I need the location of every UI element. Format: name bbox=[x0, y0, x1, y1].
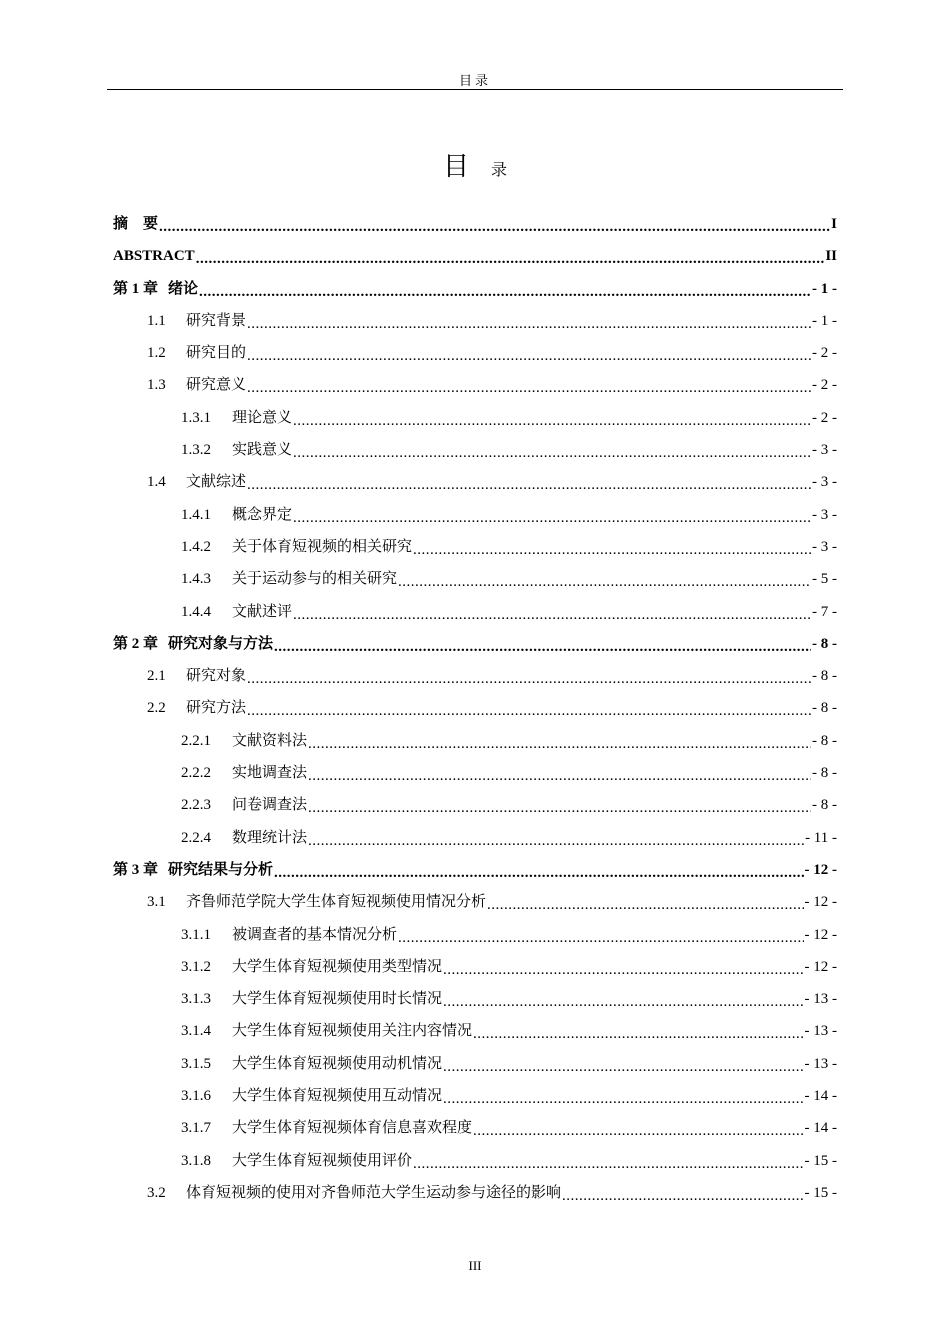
toc-entry-number: 2.2.2 bbox=[181, 765, 211, 782]
toc-entry[interactable] bbox=[113, 531, 837, 563]
toc-entry-number: 3.1.8 bbox=[181, 1152, 211, 1169]
toc-entry-page: II bbox=[825, 248, 837, 265]
toc-entry-number: 1.4 bbox=[147, 474, 166, 491]
toc-dot-leader bbox=[308, 760, 811, 780]
toc-dot-leader bbox=[159, 211, 830, 231]
toc-entry-title: 文献资料法 bbox=[232, 732, 308, 749]
toc-entry-page: - 13 - bbox=[804, 1055, 837, 1072]
toc-entry-number: 第 2 章 bbox=[113, 635, 159, 652]
toc-dot-leader bbox=[247, 469, 811, 489]
toc-entry-title: 大学生体育短视频使用互动情况 bbox=[232, 1088, 443, 1105]
toc-entry-number: 1.1 bbox=[147, 312, 166, 329]
toc-entry-title: 关于运动参与的相关研究 bbox=[232, 571, 398, 588]
toc-entry-page: - 11 - bbox=[805, 829, 837, 846]
toc-entry-title: 绪论 bbox=[168, 280, 199, 297]
toc-entry-title: 大学生体育短视频使用关注内容情况 bbox=[232, 1023, 473, 1040]
toc-entry-number: 2.1 bbox=[147, 668, 166, 685]
page-title-main: 目 bbox=[442, 152, 469, 182]
toc-entry-page: - 8 - bbox=[812, 700, 837, 717]
toc-entry-title: 理论意义 bbox=[232, 409, 293, 426]
toc-entry-number: 1.4.2 bbox=[181, 538, 211, 555]
toc-entry-number: 1.3.1 bbox=[181, 409, 211, 426]
page-title bbox=[0, 146, 950, 183]
toc-entry[interactable] bbox=[113, 596, 837, 628]
toc-entry-page: - 14 - bbox=[804, 1120, 837, 1137]
toc-entry-page: - 8 - bbox=[812, 765, 837, 782]
toc-entry[interactable] bbox=[113, 822, 837, 854]
toc-entry[interactable] bbox=[113, 660, 837, 692]
toc-entry-title: 关于体育短视频的相关研究 bbox=[232, 538, 413, 555]
toc-entry-page: - 8 - bbox=[812, 635, 837, 652]
toc-entry[interactable] bbox=[113, 692, 837, 724]
toc-entry[interactable] bbox=[113, 1145, 837, 1177]
toc-entry[interactable] bbox=[113, 628, 837, 660]
toc-entry-title: 大学生体育短视频使用类型情况 bbox=[232, 958, 443, 975]
toc-dot-leader bbox=[293, 502, 811, 522]
toc-entry-title: 摘 要 bbox=[113, 216, 159, 232]
toc-entry-title: 研究结果与分析 bbox=[168, 861, 274, 878]
toc-dot-leader bbox=[308, 825, 804, 845]
toc-entry[interactable] bbox=[113, 983, 837, 1015]
toc-dot-leader bbox=[274, 631, 811, 651]
toc-entry-title: 研究背景 bbox=[186, 312, 247, 329]
toc-dot-leader bbox=[199, 276, 811, 296]
toc-entry-page: - 13 - bbox=[804, 991, 837, 1008]
toc-dot-leader bbox=[293, 599, 811, 619]
toc-entry[interactable] bbox=[113, 273, 837, 305]
toc-dot-leader bbox=[274, 857, 803, 877]
toc-entry-number: 第 1 章 bbox=[113, 280, 159, 297]
toc-entry[interactable] bbox=[113, 240, 837, 272]
toc-entry-number: 1.2 bbox=[147, 345, 166, 362]
toc-entry-title: 大学生体育短视频使用时长情况 bbox=[232, 991, 443, 1008]
toc-entry-page: I bbox=[831, 216, 837, 232]
toc-entry[interactable] bbox=[113, 466, 837, 498]
toc-entry-number: 第 3 章 bbox=[113, 861, 159, 878]
toc-dot-leader bbox=[487, 889, 803, 909]
toc-entry-page: - 7 - bbox=[812, 603, 837, 620]
toc-entry[interactable] bbox=[113, 563, 837, 595]
toc-entry-page: - 12 - bbox=[804, 958, 837, 975]
toc-entry[interactable] bbox=[113, 951, 837, 983]
toc-entry-number: 2.2 bbox=[147, 700, 166, 717]
toc-entry[interactable] bbox=[113, 1112, 837, 1144]
toc-entry-title: 研究对象与方法 bbox=[168, 635, 274, 652]
toc-entry-number: 3.1.5 bbox=[181, 1055, 211, 1072]
toc-entry-page: - 3 - bbox=[812, 538, 837, 555]
toc-dot-leader bbox=[443, 1083, 803, 1103]
toc-entry-number: 3.1.3 bbox=[181, 991, 211, 1008]
toc-entry[interactable] bbox=[113, 434, 837, 466]
toc-entry-title: ABSTRACT bbox=[113, 248, 195, 265]
toc-dot-leader bbox=[308, 792, 811, 812]
toc-entry[interactable] bbox=[113, 1080, 837, 1112]
toc-dot-leader bbox=[473, 1018, 803, 1038]
toc-entry[interactable] bbox=[113, 337, 837, 369]
toc-entry-page: - 8 - bbox=[812, 797, 837, 814]
toc-entry-title: 文献综述 bbox=[186, 474, 247, 491]
toc-dot-leader bbox=[443, 954, 803, 974]
toc-dot-leader bbox=[413, 534, 811, 554]
toc-entry-page: - 3 - bbox=[812, 506, 837, 523]
toc-entry[interactable] bbox=[113, 1177, 837, 1209]
toc-entry-title: 问卷调查法 bbox=[232, 797, 308, 814]
toc-entry-title: 体育短视频的使用对齐鲁师范大学生运动参与途径的影响 bbox=[186, 1184, 562, 1201]
toc-entry[interactable] bbox=[113, 402, 837, 434]
toc-entry-title: 大学生体育短视频使用评价 bbox=[232, 1152, 413, 1169]
toc-entry-number: 1.3.2 bbox=[181, 442, 211, 459]
table-of-contents bbox=[113, 208, 837, 1209]
toc-entry-page: - 14 - bbox=[804, 1088, 837, 1105]
toc-entry[interactable] bbox=[113, 1048, 837, 1080]
toc-entry-page: - 1 - bbox=[812, 312, 837, 329]
toc-entry-page: - 12 - bbox=[804, 926, 837, 943]
toc-entry-number: 3.1.2 bbox=[181, 958, 211, 975]
toc-entry-number: 3.2 bbox=[147, 1184, 166, 1201]
toc-entry-title: 大学生体育短视频使用动机情况 bbox=[232, 1055, 443, 1072]
toc-entry-number: 1.4.1 bbox=[181, 506, 211, 523]
toc-entry-number: 2.2.4 bbox=[181, 829, 211, 846]
toc-entry[interactable] bbox=[113, 305, 837, 337]
toc-dot-leader bbox=[247, 663, 811, 683]
page-title-sub: 录 bbox=[491, 160, 508, 179]
toc-entry-page: - 13 - bbox=[804, 1023, 837, 1040]
toc-entry-number: 2.2.3 bbox=[181, 797, 211, 814]
toc-entry-title: 研究意义 bbox=[186, 377, 247, 394]
toc-entry[interactable] bbox=[113, 854, 837, 886]
toc-entry-title: 实践意义 bbox=[232, 442, 293, 459]
toc-entry-page: - 1 - bbox=[812, 280, 837, 297]
toc-entry-page: - 3 - bbox=[812, 442, 837, 459]
toc-dot-leader bbox=[398, 566, 811, 586]
running-header: 目录 bbox=[458, 73, 491, 88]
toc-entry-number: 1.4.4 bbox=[181, 603, 211, 620]
toc-dot-leader bbox=[293, 405, 811, 425]
toc-entry-page: - 2 - bbox=[812, 377, 837, 394]
toc-entry-title: 文献述评 bbox=[232, 603, 293, 620]
toc-entry-page: - 5 - bbox=[812, 571, 837, 588]
toc-entry-title: 被调查者的基本情况分析 bbox=[232, 926, 398, 943]
page-number: III bbox=[468, 1258, 482, 1273]
toc-dot-leader bbox=[196, 243, 825, 263]
toc-entry[interactable] bbox=[113, 369, 837, 401]
toc-entry-number: 3.1.7 bbox=[181, 1120, 211, 1137]
toc-entry-title: 概念界定 bbox=[232, 506, 293, 523]
toc-dot-leader bbox=[247, 308, 811, 328]
toc-entry-title: 大学生体育短视频体育信息喜欢程度 bbox=[232, 1120, 473, 1137]
toc-dot-leader bbox=[443, 1051, 803, 1071]
toc-dot-leader bbox=[562, 1180, 803, 1200]
toc-entry-number: 3.1 bbox=[147, 894, 166, 911]
toc-entry-page: - 2 - bbox=[812, 345, 837, 362]
toc-entry[interactable] bbox=[113, 499, 837, 531]
toc-entry-page: - 8 - bbox=[812, 668, 837, 685]
toc-entry-title: 研究目的 bbox=[186, 345, 247, 362]
toc-dot-leader bbox=[398, 922, 803, 942]
toc-entry-number: 2.2.1 bbox=[181, 732, 211, 749]
toc-entry[interactable] bbox=[113, 725, 837, 757]
toc-dot-leader bbox=[308, 728, 811, 748]
toc-entry-number: 3.1.6 bbox=[181, 1088, 211, 1105]
toc-entry-title: 数理统计法 bbox=[232, 829, 308, 846]
toc-entry-page: - 2 - bbox=[812, 409, 837, 426]
toc-dot-leader bbox=[293, 437, 811, 457]
toc-dot-leader bbox=[443, 986, 803, 1006]
toc-entry-title: 研究方法 bbox=[186, 700, 247, 717]
toc-entry-page: - 12 - bbox=[804, 861, 837, 878]
header-divider bbox=[107, 89, 843, 90]
toc-entry-page: - 12 - bbox=[804, 894, 837, 911]
toc-entry-page: - 8 - bbox=[812, 732, 837, 749]
toc-entry[interactable] bbox=[113, 886, 837, 918]
toc-entry-number: 3.1.4 bbox=[181, 1023, 211, 1040]
toc-entry-title: 齐鲁师范学院大学生体育短视频使用情况分析 bbox=[186, 894, 487, 911]
toc-entry-title: 实地调查法 bbox=[232, 765, 308, 782]
toc-dot-leader bbox=[247, 372, 811, 392]
toc-entry-page: - 15 - bbox=[804, 1152, 837, 1169]
toc-entry-number: 1.3 bbox=[147, 377, 166, 394]
toc-entry[interactable] bbox=[113, 757, 837, 789]
toc-entry[interactable] bbox=[113, 1015, 837, 1047]
toc-dot-leader bbox=[247, 695, 811, 715]
toc-entry-title: 研究对象 bbox=[186, 668, 247, 685]
toc-entry-number: 3.1.1 bbox=[181, 926, 211, 943]
toc-entry-page: - 15 - bbox=[804, 1184, 837, 1201]
toc-entry-number: 1.4.3 bbox=[181, 571, 211, 588]
toc-dot-leader bbox=[247, 340, 811, 360]
toc-entry-page: - 3 - bbox=[812, 474, 837, 491]
toc-entry[interactable] bbox=[113, 789, 837, 821]
toc-entry[interactable] bbox=[113, 919, 837, 951]
toc-dot-leader bbox=[413, 1148, 803, 1168]
toc-dot-leader bbox=[473, 1115, 803, 1135]
toc-entry[interactable] bbox=[113, 208, 837, 240]
